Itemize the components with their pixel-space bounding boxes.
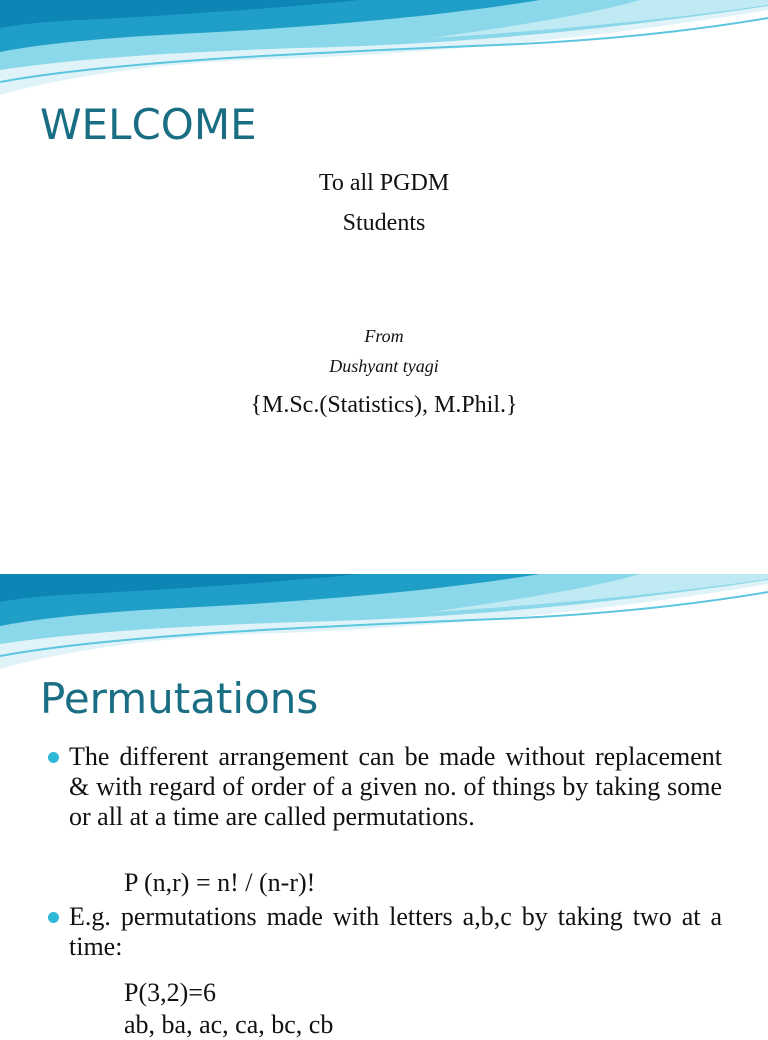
author-qualifications: {M.Sc.(Statistics), M.Phil.} <box>250 392 518 418</box>
permutations-slide <box>0 574 768 1039</box>
round-bullet-icon <box>48 912 59 923</box>
subtitle-line-1: To all PGDM <box>318 170 450 196</box>
bullet-example <box>69 902 722 962</box>
example-result: P(3,2)=6 <box>124 978 216 1007</box>
wave-banner-icon <box>0 574 768 669</box>
permutation-formula: P (n,r) = n! / (n-r)! <box>124 868 316 897</box>
welcome-title: WELCOME <box>40 100 257 149</box>
subtitle-line-2: Students <box>342 210 426 236</box>
wave-banner-icon <box>0 0 768 95</box>
author-name: Dushyant tyagi <box>329 356 439 376</box>
bullet-definition <box>69 742 722 832</box>
from-label: From <box>364 326 404 346</box>
example-list: ab, ba, ac, ca, bc, cb <box>124 1010 334 1039</box>
slide-divider <box>0 566 768 574</box>
round-bullet-icon <box>48 752 59 763</box>
bullet-text: The different arrangement can be made without replacement & with regard of order of a given no. of things by taking some or all at a time are called permutations. <box>69 742 722 831</box>
bullet-text: E.g. permutations made with letters a,b,c by taking two at a time: <box>69 902 722 961</box>
permutations-title: Permutations <box>40 674 319 723</box>
